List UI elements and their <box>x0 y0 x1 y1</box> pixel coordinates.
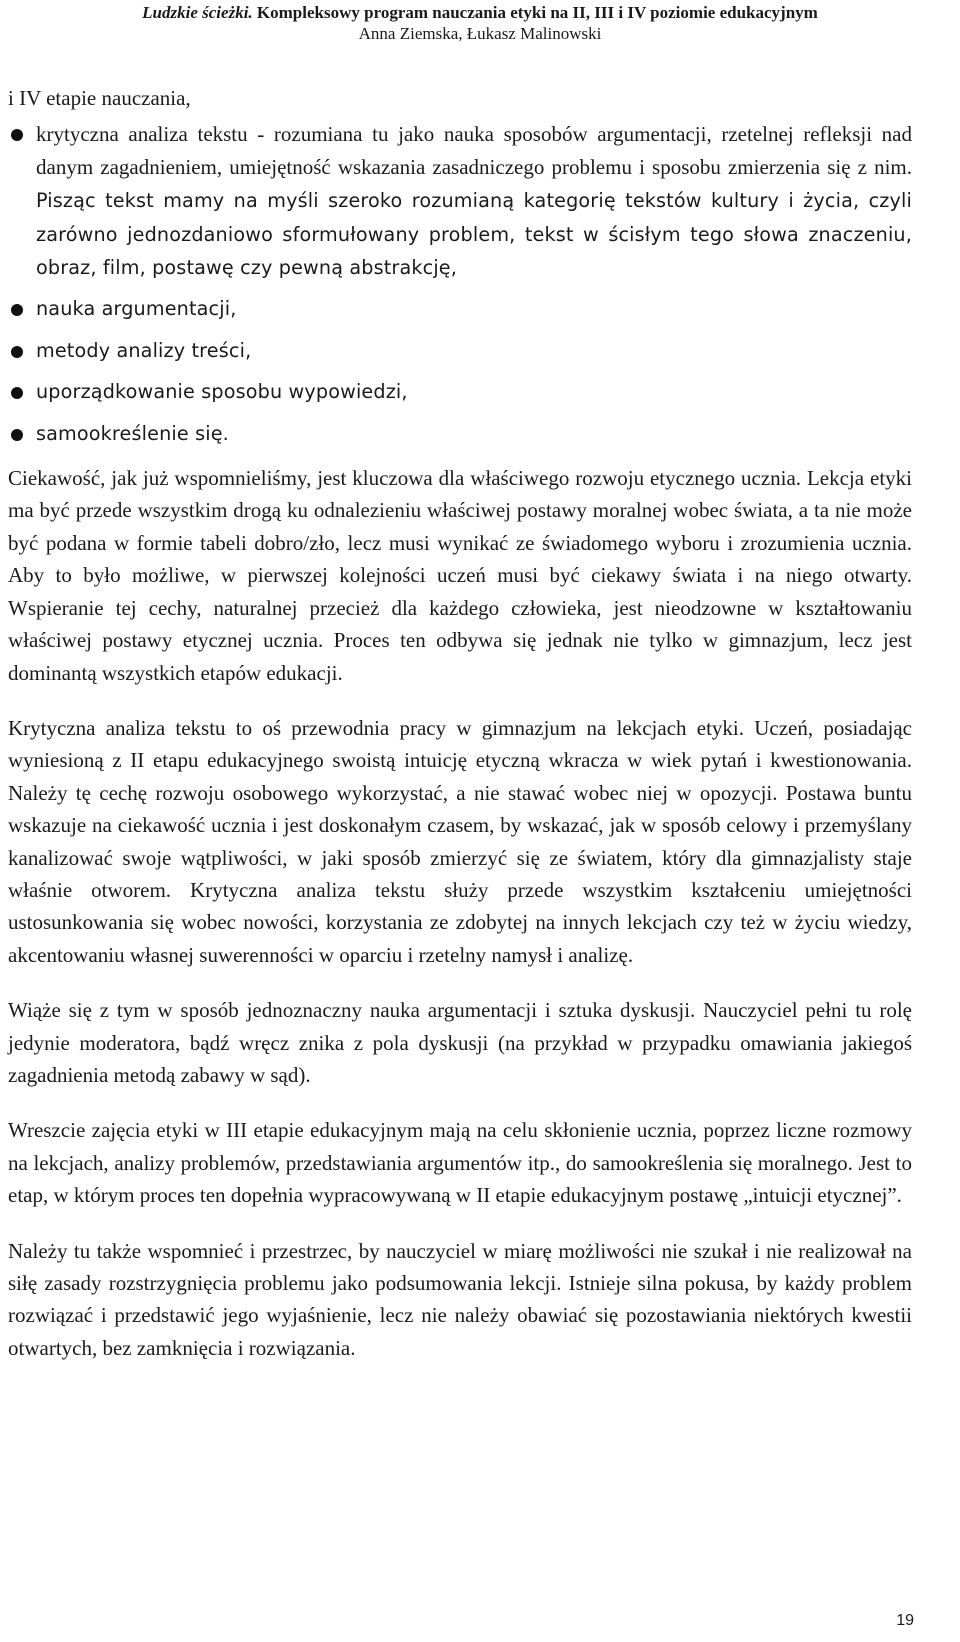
intro-line: i IV etapie nauczania, <box>8 86 191 110</box>
paragraph: Wiąże się z tym w sposób jednoznaczny nauka argumentacji i sztuka dyskusji. Nauczyciel pełni tu rolę jedynie moderatora, bądź wręcz znika z pola dyskusji (na przykład w przypadku omawiania jakiegoś zagadnienia metodą zabawy w sąd). <box>8 998 912 1087</box>
bullet-text: krytyczna analiza tekstu - rozumiana tu jako nauka sposobów argumentacji, rzetelnej refleksji nad danym zagadnieniem, umiejętność wskazania zasadniczego problemu i sposobu zmierzenia się z nim. <box>36 122 912 179</box>
bullet-icon <box>11 304 23 316</box>
bullet-icon <box>11 346 23 358</box>
list-item <box>8 376 912 408</box>
bullet-icon <box>11 129 23 141</box>
paragraph: Wreszcie zajęcia etyki w III etapie edukacyjnym mają na celu skłonienie ucznia, poprzez liczne rozmowy na lekcjach, analizy problemów, przedstawiania argumentów itp., do samookreślenia się moralnego. Jest to etap, w którym proces ten dopełnia wypracowywaną w II etapie edukacyjnym postawę „intuicji etycznej”. <box>8 1118 912 1208</box>
bullet-text: metody analizy treści, <box>36 338 252 362</box>
goals-list <box>8 118 912 450</box>
bullet-text-continuation: Pisząc tekst mamy na myśli szeroko rozumianą kategorię tekstów kultury i życia, czyli zarówno jednozdaniowo sformułowany problem, tekst w ścisłym tego słowa znaczeniu, obraz, film, postawę czy pewną abstrakcję, <box>36 189 912 280</box>
document-authors: Anna Ziemska, Łukasz Malinowski <box>358 24 602 43</box>
page-header <box>0 2 960 44</box>
paragraph: Ciekawość, jak już wspomnieliśmy, jest kluczowa dla właściwego rozwoju etycznego ucznia. Lekcja etyki ma być przede wszystkim drogą ku odnalezieniu właściwej postawy moralnej wobec świata, a ta nie może być podana w formie tabeli dobro/zło, lecz musi wynikać ze świadomego wyboru i zrozumienia ucznia. Aby to było możliwe, w pierwszej kolejności uczeń musi być ciekawy świata i na niego otwarty. Wspieranie tej cechy, naturalnej przecież dla każdego człowieka, jest nieodzowne w kształtowaniu właściwej postawy etycznej ucznia. Proces ten odbywa się jednak nie tylko w gimnazjum, lecz jest dominantą wszystkich etapów edukacji. <box>8 466 912 685</box>
page-number: 19 <box>896 1612 914 1629</box>
bullet-text: nauka argumentacji, <box>36 297 237 321</box>
list-item <box>8 118 912 284</box>
bullet-text: samookreślenie się. <box>36 421 229 445</box>
document-title-rest: Kompleksowy program nauczania etyki na II, III i IV poziomie edukacyjnym <box>252 3 818 22</box>
paragraph: Należy tu także wspomnieć i przestrzec, by nauczyciel w miarę możliwości nie szukał i nie realizował na siłę zasady rozstrzygnięcia problemu jako podsumowania lekcji. Istnieje silna pokusa, by każdy problem rozwiązać i przedstawić jego wyjaśnienie, lecz nie należy obawiać się pozostawiania niektórych kwestii otwartych, bez zamknięcia i rozwiązania. <box>8 1238 912 1360</box>
bullet-text: uporządkowanie sposobu wypowiedzi, <box>36 380 408 404</box>
bullet-icon <box>11 387 23 399</box>
document-title-italic: Ludzkie ścieżki. <box>142 3 253 22</box>
list-item <box>8 418 912 450</box>
paragraph: Krytyczna analiza tekstu to oś przewodnia pracy w gimnazjum na lekcjach etyki. Uczeń, posiadając wyniesioną z II etapu edukacyjnego swoistą intuicję etyczną wkracza w wiek pytań i kwestionowania. Należy tę cechę rozwoju osobowego wykorzystać, a nie stawać wobec niej w opozycji. Postawa buntu wskazuje na ciekawość ucznia i jest doskonałym czasem, by wskazać, jak w sposób celowy i przemyślany kanalizować swoje wątpliwości, w jaki sposób zmierzyć się ze światem, który dla gimnazjalisty staje właśnie otworem. Krytyczna analiza tekstu służy przede wszystkim kształceniu umiejętności ustosunkowania się wobec nowości, korzystania ze zdobytej na innych lekcjach czy też w życiu wiedzy, akcentowaniu własnej suwerenności w oparciu i rzetelny namysł i analizę. <box>8 715 912 967</box>
page-body <box>8 82 912 1364</box>
bullet-icon <box>11 429 23 441</box>
list-item <box>8 335 912 367</box>
list-item <box>8 293 912 325</box>
document-title <box>0 2 960 23</box>
